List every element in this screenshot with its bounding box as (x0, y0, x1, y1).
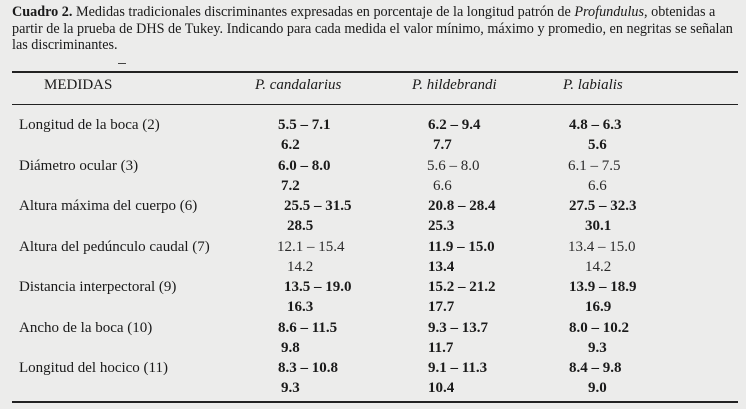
mean-cell: 14.2 (585, 258, 612, 275)
row-label: Diámetro ocular (3) (19, 157, 139, 174)
header-medidas: MEDIDAS (44, 77, 113, 93)
header-rule (12, 104, 738, 105)
mean-cell: 17.7 (428, 299, 455, 315)
range-cell: 25.5 – 31.5 (284, 198, 352, 214)
header-hildebrandi: P. hildebrandi (412, 77, 497, 93)
row-label: Altura máxima del cuerpo (6) (19, 198, 198, 214)
mean-cell: 11.7 (428, 339, 454, 356)
mean-cell: 9.3 (281, 380, 300, 396)
range-cell: 12.1 – 15.4 (277, 238, 345, 255)
mean-cell: 10.4 (428, 380, 455, 396)
range-cell: 6.1 – 7.5 (568, 157, 621, 174)
mean-cell: 6.6 (433, 177, 452, 194)
table-caption (12, 4, 738, 54)
mean-cell: 5.6 (588, 137, 607, 153)
bottom-rule (12, 401, 738, 403)
range-cell: 9.3 – 13.7 (428, 319, 488, 336)
range-cell: 5.5 – 7.1 (278, 117, 331, 133)
caption-genus: Profundulus (574, 4, 645, 20)
range-cell: 4.8 – 6.3 (569, 117, 622, 133)
row-label: Longitud de la boca (2) (19, 117, 160, 133)
range-cell: 13.4 – 15.0 (568, 238, 636, 255)
range-cell: 15.2 – 21.2 (428, 279, 496, 295)
range-cell: 5.6 – 8.0 (427, 157, 480, 174)
row-label: Distancia interpectoral (9) (19, 279, 177, 295)
decorative-dash (118, 63, 126, 64)
row-label: Longitud del hocico (11) (19, 360, 168, 376)
row-label: Ancho de la boca (10) (19, 319, 153, 336)
range-cell: 8.6 – 11.5 (278, 319, 338, 336)
mean-cell: 9.3 (588, 339, 607, 356)
mean-cell: 30.1 (585, 218, 612, 234)
mean-cell: 28.5 (287, 218, 314, 234)
mean-cell: 9.0 (588, 380, 607, 396)
caption-label: Cuadro 2. (12, 4, 73, 20)
mean-cell: 25.3 (428, 218, 455, 234)
range-cell: 11.9 – 15.0 (428, 238, 495, 255)
range-cell: 6.0 – 8.0 (278, 157, 331, 174)
mean-cell: 16.9 (585, 299, 612, 315)
range-cell: 27.5 – 32.3 (569, 198, 637, 214)
mean-cell: 6.2 (281, 137, 300, 153)
mean-cell: 6.6 (588, 177, 607, 194)
mean-cell: 7.7 (433, 137, 452, 153)
range-cell: 20.8 – 28.4 (428, 198, 496, 214)
range-cell: 9.1 – 11.3 (428, 360, 488, 376)
row-label: Altura del pedúnculo caudal (7) (19, 238, 210, 255)
caption-text-before: Medidas tradicionales discriminantes expresadas en porcentaje de la longitud patrón de (72, 4, 575, 20)
range-cell: 13.9 – 18.9 (569, 279, 637, 295)
mean-cell: 13.4 (428, 258, 455, 275)
range-cell: 6.2 – 9.4 (428, 117, 481, 133)
range-cell: 8.0 – 10.2 (569, 319, 629, 336)
mean-cell: 9.8 (281, 339, 300, 356)
header-labialis: P. labialis (563, 77, 623, 93)
top-rule (12, 71, 738, 73)
range-cell: 13.5 – 19.0 (284, 279, 352, 295)
mean-cell: 16.3 (287, 299, 314, 315)
range-cell: 8.4 – 9.8 (569, 360, 622, 376)
mean-cell: 7.2 (281, 177, 300, 194)
range-cell: 8.3 – 10.8 (278, 360, 338, 376)
caption-text-after: , obtenidas a partir de la prueba de DHS de Tukey. Indicando para cada medida el valor mínimo, máximo y promedio, en negritas se señalan las discriminantes. (12, 4, 733, 53)
header-candalarius: P. candalarius (255, 77, 342, 93)
mean-cell: 14.2 (287, 258, 314, 275)
